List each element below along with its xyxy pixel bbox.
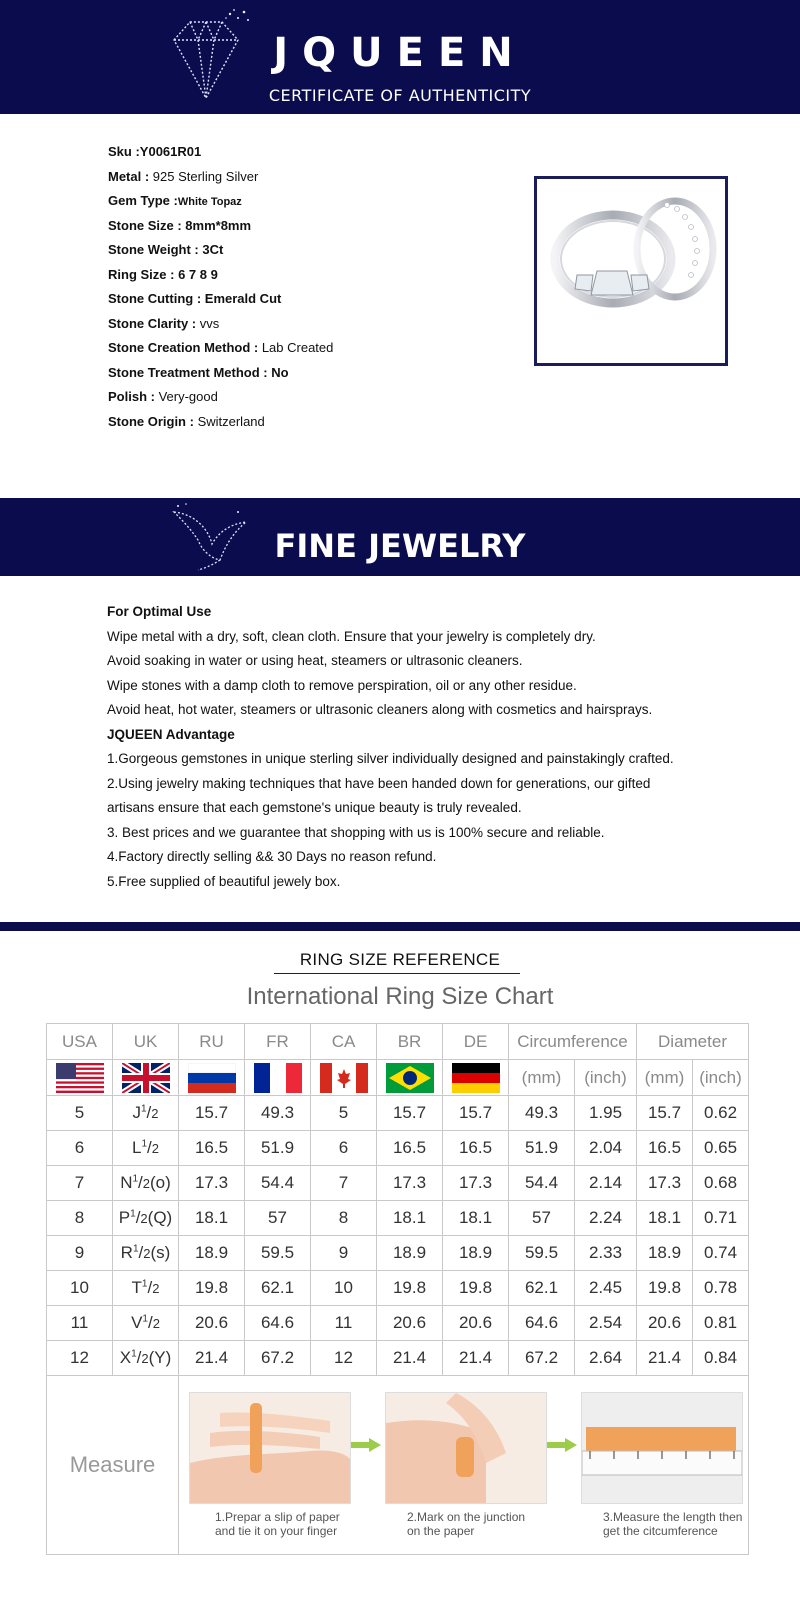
cell-fr: 67.2 — [245, 1341, 311, 1376]
step2-caption: 2.Mark on the junction on the paper — [407, 1510, 526, 1538]
uk-letter: N — [120, 1173, 133, 1192]
uk-letter: R — [120, 1243, 133, 1262]
uk-suffix: (Q) — [147, 1208, 173, 1227]
spec-row — [108, 340, 333, 356]
table-row — [47, 1236, 749, 1271]
cell-circ-mm: 51.9 — [509, 1131, 575, 1166]
step1-photo — [189, 1392, 351, 1504]
cell-ca: 6 — [311, 1131, 377, 1166]
col-uk: UK — [113, 1024, 179, 1060]
spec-label: Stone Size : — [108, 217, 182, 233]
spec-label: Stone Clarity : — [108, 315, 197, 331]
cell-dia-mm: 15.7 — [637, 1096, 693, 1131]
spec-value: 925 Sterling Silver — [149, 168, 259, 184]
cell-dia-in: 0.65 — [693, 1131, 749, 1166]
spec-label: Stone Cutting : — [108, 291, 202, 306]
brazil-flag-icon — [386, 1063, 434, 1093]
cell-dia-in: 0.78 — [693, 1271, 749, 1306]
uk-letter: V — [131, 1313, 143, 1332]
cell-uk — [113, 1236, 179, 1271]
russia-flag-icon — [188, 1063, 236, 1093]
col-circumference: Circumference — [509, 1024, 637, 1060]
cell-fr: 57 — [245, 1201, 311, 1236]
spec-label: Sku : — [108, 144, 140, 159]
cell-uk — [113, 1096, 179, 1131]
uk-suffix: (Y) — [148, 1348, 172, 1367]
spec-row — [108, 169, 258, 185]
uk-letter: L — [132, 1138, 142, 1157]
cell-ca: 11 — [311, 1306, 377, 1341]
cell-dia-in: 0.74 — [693, 1236, 749, 1271]
uk-suffix: (o) — [150, 1173, 171, 1192]
spec-label: Stone Origin : — [108, 413, 194, 429]
usa-flag-icon — [56, 1063, 104, 1093]
cell-circ-mm: 64.6 — [509, 1306, 575, 1341]
spec-value: White Topaz — [177, 196, 242, 208]
table-row — [47, 1341, 749, 1376]
cell-de: 18.9 — [443, 1236, 509, 1271]
cell-dia-mm: 18.9 — [637, 1236, 693, 1271]
measure-label: Measure — [69, 1452, 156, 1477]
cell-uk — [113, 1131, 179, 1166]
table-row — [47, 1096, 749, 1131]
cell-de: 20.6 — [443, 1306, 509, 1341]
care-line: Avoid soaking in water or using heat, steamers or ultrasonic cleaners. — [107, 653, 523, 668]
cell-circ-mm: 49.3 — [509, 1096, 575, 1131]
spec-value: Switzerland — [193, 413, 265, 429]
ring-size-reference-title: RING SIZE REFERENCE — [299, 950, 501, 969]
care-line: 3. Best prices and we guarantee that shopping with us is 100% secure and reliable. — [107, 824, 605, 840]
cell-uk — [113, 1271, 179, 1306]
certificate-subtitle: CERTIFICATE OF AUTHENTICITY — [268, 86, 532, 105]
care-line: 4.Factory directly selling && 30 Days no reason refund. — [107, 849, 437, 864]
size-rows — [47, 1096, 749, 1376]
cell-usa: 9 — [47, 1236, 113, 1271]
cell-ca: 10 — [311, 1271, 377, 1306]
unit-circ-inch: (inch) — [575, 1060, 637, 1096]
spec-value: 8mm*8mm — [181, 217, 252, 233]
cell-fr: 59.5 — [245, 1236, 311, 1271]
cell-fr: 62.1 — [245, 1271, 311, 1306]
col-ca: CA — [311, 1024, 377, 1060]
cell-usa: 8 — [47, 1201, 113, 1236]
cell-circ-mm: 54.4 — [509, 1166, 575, 1201]
spec-value: 6 7 8 9 — [174, 266, 218, 282]
spec-label: Stone Creation Method : — [108, 340, 259, 355]
half-fraction: $^1$/2 — [141, 1278, 160, 1297]
care-line: Avoid heat, hot water, steamers or ultrasonic cleaners along with cosmetics and hairsprays. — [107, 702, 653, 717]
step3-photo — [581, 1392, 743, 1504]
spec-row — [108, 144, 201, 160]
cell-de: 16.5 — [443, 1131, 509, 1166]
arrow-right-icon — [547, 1438, 577, 1452]
cell-ru: 20.6 — [179, 1306, 245, 1341]
cell-de: 18.1 — [443, 1201, 509, 1236]
ring-size-chart-title: International Ring Size Chart — [246, 983, 554, 1010]
cell-br: 21.4 — [377, 1341, 443, 1376]
spec-row — [108, 218, 251, 234]
cell-uk — [113, 1166, 179, 1201]
cell-circ-in: 2.64 — [575, 1341, 637, 1376]
cell-br: 19.8 — [377, 1271, 443, 1306]
cell-circ-in: 2.24 — [575, 1201, 637, 1236]
cell-uk — [113, 1201, 179, 1236]
cell-usa: 12 — [47, 1341, 113, 1376]
cell-uk — [113, 1306, 179, 1341]
care-heading: For Optimal Use — [107, 604, 212, 619]
cell-usa: 6 — [47, 1131, 113, 1166]
half-fraction: $^1$/2 — [141, 1138, 159, 1157]
brand-name: JQUEEN — [273, 30, 527, 76]
cell-de: 21.4 — [443, 1341, 509, 1376]
spec-value: 3Ct — [198, 242, 224, 257]
banner-title: FINE JEWELRY — [274, 527, 526, 565]
table-row — [47, 1271, 749, 1306]
cell-dia-mm: 16.5 — [637, 1131, 693, 1166]
cell-circ-mm: 62.1 — [509, 1271, 575, 1306]
spec-row — [108, 389, 218, 405]
uk-letter: T — [131, 1278, 142, 1297]
cell-ca: 7 — [311, 1166, 377, 1201]
cell-usa: 5 — [47, 1096, 113, 1131]
certificate-header — [0, 0, 800, 114]
cell-dia-mm: 19.8 — [637, 1271, 693, 1306]
bird-logo-icon — [168, 500, 252, 574]
cell-usa: 10 — [47, 1271, 113, 1306]
uk-suffix: (s) — [150, 1243, 171, 1262]
cell-ca: 5 — [311, 1096, 377, 1131]
cell-usa: 7 — [47, 1166, 113, 1201]
cell-circ-mm: 59.5 — [509, 1236, 575, 1271]
cell-circ-mm: 57 — [509, 1201, 575, 1236]
cell-ca: 9 — [311, 1236, 377, 1271]
col-de: DE — [443, 1024, 509, 1060]
half-fraction: $^1$/2 — [131, 1348, 149, 1367]
germany-flag-icon — [452, 1063, 500, 1093]
cell-ru: 19.8 — [179, 1271, 245, 1306]
cell-br: 18.9 — [377, 1236, 443, 1271]
arrow-right-icon — [351, 1438, 381, 1452]
table-row — [47, 1131, 749, 1166]
cell-dia-in: 0.84 — [693, 1341, 749, 1376]
cell-ca: 8 — [311, 1201, 377, 1236]
spec-row — [108, 291, 281, 307]
cell-fr: 64.6 — [245, 1306, 311, 1341]
cell-circ-in: 2.54 — [575, 1306, 637, 1341]
canada-flag-icon — [320, 1063, 368, 1093]
table-row — [47, 1201, 749, 1236]
ring-size-table — [46, 1023, 749, 1555]
spec-label: Metal : — [108, 168, 150, 184]
uk-letter: P — [118, 1208, 131, 1227]
spec-row — [108, 414, 265, 430]
cell-ca: 12 — [311, 1341, 377, 1376]
cell-br: 16.5 — [377, 1131, 443, 1166]
step2-photo — [385, 1392, 547, 1504]
spec-row — [108, 267, 218, 283]
col-diameter: Diameter — [637, 1024, 749, 1060]
spec-value: No — [267, 364, 289, 380]
spec-row — [108, 316, 219, 332]
spec-label: Stone Weight : — [108, 242, 199, 257]
care-line: artisans ensure that each gemstone's unique beauty is truly revealed. — [107, 800, 522, 815]
cell-ru: 18.9 — [179, 1236, 245, 1271]
uk-flag-icon — [122, 1063, 170, 1093]
spec-value: Emerald Cut — [201, 291, 282, 306]
spec-value: vvs — [196, 315, 220, 331]
header-row — [47, 1024, 749, 1060]
cell-ru: 17.3 — [179, 1166, 245, 1201]
title-underline — [274, 973, 520, 974]
spec-label: Polish : — [108, 389, 155, 404]
care-line: Wipe stones with a damp cloth to remove perspiration, oil or any other residue. — [107, 677, 577, 693]
cell-uk — [113, 1341, 179, 1376]
step3-caption: 3.Measure the length then get the citcumference — [603, 1510, 743, 1538]
unit-dia-inch: (inch) — [693, 1060, 749, 1096]
cell-dia-mm: 20.6 — [637, 1306, 693, 1341]
col-br: BR — [377, 1024, 443, 1060]
cell-dia-mm: 21.4 — [637, 1341, 693, 1376]
cell-circ-in: 2.04 — [575, 1131, 637, 1166]
table-row — [47, 1306, 749, 1341]
cell-usa: 11 — [47, 1306, 113, 1341]
ring-set-image — [537, 179, 725, 363]
half-fraction: $^1$/2 — [132, 1243, 151, 1262]
cell-dia-in: 0.81 — [693, 1306, 749, 1341]
cell-br: 17.3 — [377, 1166, 443, 1201]
product-photo — [534, 176, 728, 366]
cell-circ-mm: 67.2 — [509, 1341, 575, 1376]
care-line: 1.Gorgeous gemstones in unique sterling silver individually designed and painstakingly crafted. — [107, 751, 674, 766]
half-fraction: $^1$/2 — [140, 1103, 159, 1122]
cell-br: 18.1 — [377, 1201, 443, 1236]
step1-caption: 1.Prepar a slip of paper and tie it on your finger — [215, 1510, 340, 1538]
col-usa: USA — [47, 1024, 113, 1060]
half-fraction: $^1$/2 — [132, 1173, 151, 1192]
cell-dia-mm: 17.3 — [637, 1166, 693, 1201]
cell-fr: 54.4 — [245, 1166, 311, 1201]
cell-dia-mm: 18.1 — [637, 1201, 693, 1236]
cell-de: 19.8 — [443, 1271, 509, 1306]
cell-br: 15.7 — [377, 1096, 443, 1131]
cell-circ-in: 2.33 — [575, 1236, 637, 1271]
uk-letter: J — [132, 1103, 141, 1122]
spec-label: Ring Size : — [108, 266, 175, 282]
cell-ru: 18.1 — [179, 1201, 245, 1236]
ruler-icon — [582, 1393, 742, 1503]
half-fraction: $^1$/2 — [130, 1208, 148, 1227]
unit-dia-mm: (mm) — [637, 1060, 693, 1096]
spec-row — [108, 242, 223, 258]
spec-value: Lab Created — [258, 340, 334, 355]
cell-ru: 21.4 — [179, 1341, 245, 1376]
care-line: Wipe metal with a dry, soft, clean cloth. Ensure that your jewelry is completely dry. — [107, 628, 596, 644]
cell-ru: 16.5 — [179, 1131, 245, 1166]
half-fraction: $^1$/2 — [142, 1313, 160, 1332]
uk-letter: X — [119, 1348, 132, 1367]
spec-value: Y0061R01 — [139, 144, 202, 159]
spec-label: Stone Treatment Method : — [108, 364, 268, 380]
spec-row — [108, 193, 242, 210]
cell-fr: 49.3 — [245, 1096, 311, 1131]
measure-row — [47, 1376, 749, 1555]
care-heading: JQUEEN Advantage — [107, 726, 235, 742]
section-divider — [0, 922, 800, 931]
cell-dia-in: 0.71 — [693, 1201, 749, 1236]
care-line: 2.Using jewelry making techniques that have been handed down for generations, our gifted — [107, 775, 651, 791]
cell-de: 15.7 — [443, 1096, 509, 1131]
marking-paper-icon — [386, 1393, 546, 1503]
cell-fr: 51.9 — [245, 1131, 311, 1166]
table-row — [47, 1166, 749, 1201]
unit-circ-mm: (mm) — [509, 1060, 575, 1096]
cell-br: 20.6 — [377, 1306, 443, 1341]
cell-circ-in: 1.95 — [575, 1096, 637, 1131]
hand-with-paper-icon — [190, 1393, 350, 1503]
cell-ru: 15.7 — [179, 1096, 245, 1131]
cell-circ-in: 2.14 — [575, 1166, 637, 1201]
spec-label: Gem Type : — [108, 193, 178, 208]
spec-value: Very-good — [154, 389, 218, 404]
col-fr: FR — [245, 1024, 311, 1060]
cell-dia-in: 0.62 — [693, 1096, 749, 1131]
diamond-logo-icon — [160, 6, 252, 106]
cell-circ-in: 2.45 — [575, 1271, 637, 1306]
cell-de: 17.3 — [443, 1166, 509, 1201]
flag-row — [47, 1060, 749, 1096]
cell-dia-in: 0.68 — [693, 1166, 749, 1201]
col-ru: RU — [179, 1024, 245, 1060]
france-flag-icon — [254, 1063, 302, 1093]
spec-row — [108, 365, 289, 381]
care-line: 5.Free supplied of beautiful jewely box. — [107, 873, 341, 889]
